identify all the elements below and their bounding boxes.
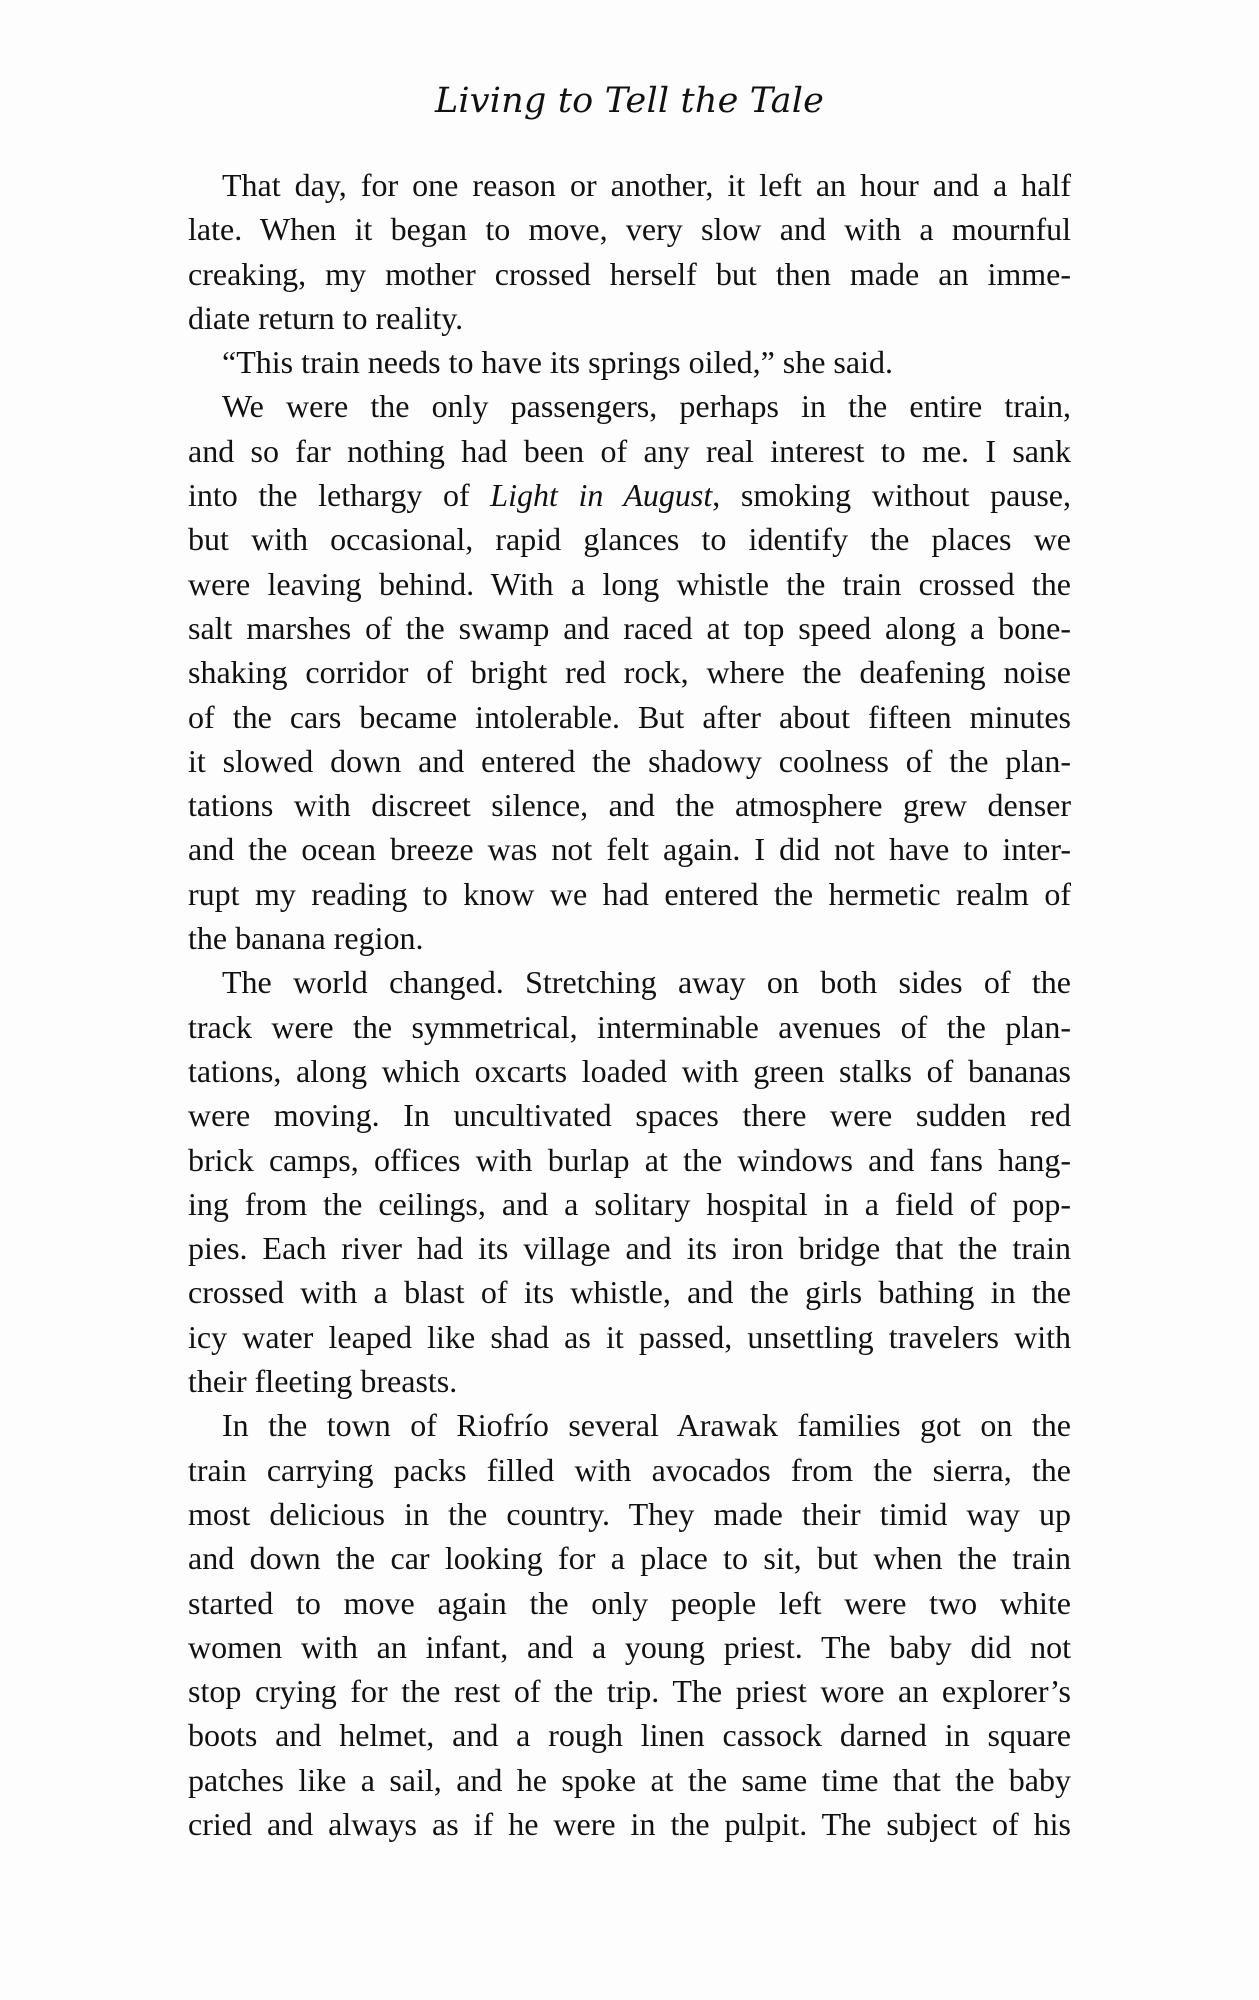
text-line: diate return to reality. xyxy=(188,299,464,336)
text-fragment: , smoking without pause, xyxy=(712,477,1072,514)
text-line: women with an infant, and a young priest. The baby did not xyxy=(188,1628,1071,1665)
text-line: In the town of Riofrío several Arawak families got on the xyxy=(222,1407,1071,1444)
text-line: crossed with a blast of its whistle, and the girls bathing in the xyxy=(188,1274,1071,1311)
text-line: but with occasional, rapid glances to identify the places we xyxy=(188,521,1071,558)
text-line: pies. Each river had its village and its iron bridge that the train xyxy=(188,1230,1071,1267)
text-line: patches like a sail, and he spoke at the same time that the baby xyxy=(188,1761,1071,1798)
text-line: were moving. In uncultivated spaces there were sudden red xyxy=(188,1097,1071,1134)
text-line: salt marshes of the swamp and raced at top speed along a bone- xyxy=(188,609,1071,646)
text-line: train carrying packs filled with avocados from the sierra, the xyxy=(188,1451,1071,1488)
text-line: most delicious in the country. They made their timid way up xyxy=(188,1495,1071,1532)
text-line: cried and always as if he were in the pulpit. The subject of his xyxy=(188,1805,1071,1842)
text-line: ing from the ceilings, and a solitary hospital in a field of pop- xyxy=(188,1185,1071,1222)
text-line: stop crying for the rest of the trip. The priest wore an explorer’s xyxy=(188,1673,1071,1710)
text-line: track were the symmetrical, interminable avenues of the plan- xyxy=(188,1008,1071,1045)
text-line: of the cars became intolerable. But after about fifteen minutes xyxy=(188,698,1071,735)
text-line: rupt my reading to know we had entered the hermetic realm of xyxy=(188,875,1071,912)
text-line: tations with discreet silence, and the atmosphere grew denser xyxy=(188,787,1071,824)
text-line: creaking, my mother crossed herself but then made an imme- xyxy=(188,255,1071,292)
text-line: icy water leaped like shad as it passed, unsettling travelers with xyxy=(188,1318,1071,1355)
running-head-title: Living to Tell the Tale xyxy=(434,81,825,121)
text-line: it slowed down and entered the shadowy coolness of the plan- xyxy=(188,742,1071,779)
text-line: shaking corridor of bright red rock, where the deafening noise xyxy=(188,654,1071,691)
text-line: and so far nothing had been of any real interest to me. I sank xyxy=(188,432,1071,469)
text-line: The world changed. Stretching away on both sides of the xyxy=(222,964,1071,1001)
text-line: and the ocean breeze was not felt again. I did not have to inter- xyxy=(188,831,1071,868)
text-line: That day, for one reason or another, it left an hour and a half xyxy=(222,167,1071,203)
text-fragment: into the lethargy of xyxy=(188,477,491,514)
text-line: and down the car looking for a place to sit, but when the train xyxy=(188,1540,1071,1577)
body-text xyxy=(188,163,1071,1846)
text-line: started to move again the only people left were two white xyxy=(188,1584,1071,1621)
text-line: their fleeting breasts. xyxy=(188,1363,458,1400)
text-line: boots and helmet, and a rough linen cassock darned in square xyxy=(188,1717,1071,1754)
book-title-italic: Light in August xyxy=(490,477,713,514)
text-line: were leaving behind. With a long whistle the train crossed the xyxy=(188,565,1071,602)
text-line: brick camps, offices with burlap at the windows and fans hang- xyxy=(188,1141,1071,1178)
text-line: We were the only passengers, perhaps in the entire train, xyxy=(222,388,1071,425)
text-line: late. When it began to move, very slow and with a mournful xyxy=(188,211,1071,248)
text-line: the banana region. xyxy=(188,920,424,957)
text-line xyxy=(188,473,1071,517)
text-line: “This train needs to have its springs oiled,” she said. xyxy=(222,344,893,381)
text-line: tations, along which oxcarts loaded with green stalks of bananas xyxy=(188,1052,1071,1089)
